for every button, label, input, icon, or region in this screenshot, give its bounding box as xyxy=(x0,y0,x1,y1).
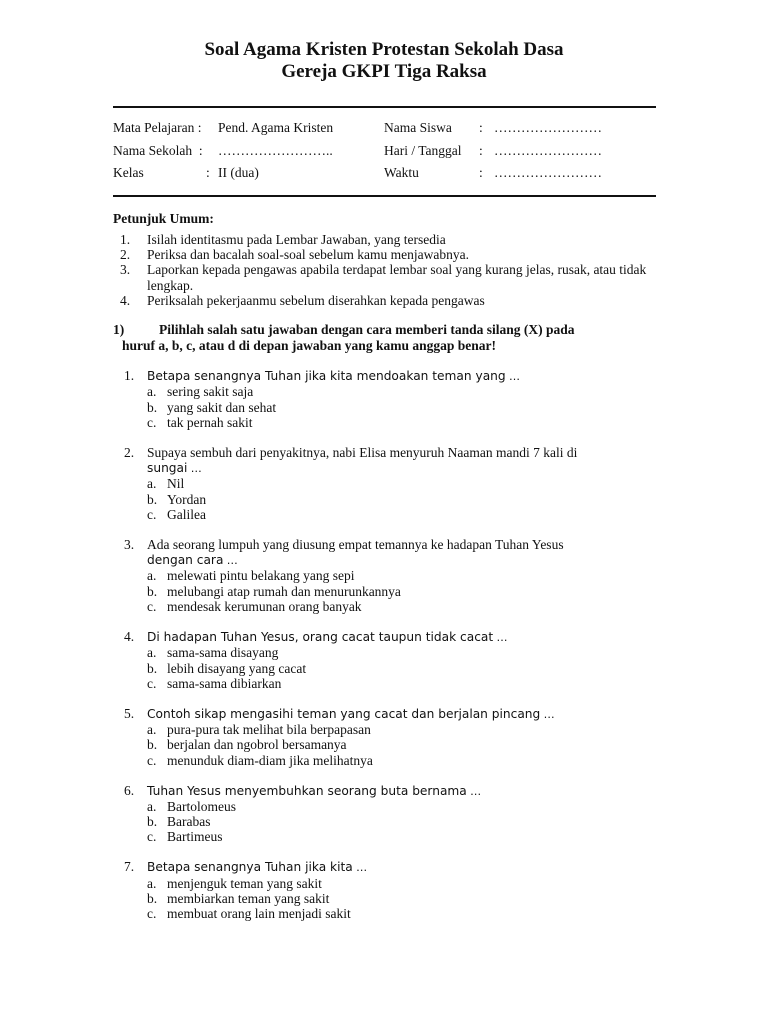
question-number: 3. xyxy=(124,536,135,552)
siswa-colon: : xyxy=(479,120,483,135)
instruction-number: 1. xyxy=(120,232,131,247)
option-letter: a. xyxy=(147,568,157,584)
question-text: Contoh sikap mengasihi teman yang cacat dan berjalan pincang xyxy=(147,706,541,721)
waktu-label: Waktu xyxy=(384,165,419,180)
answer-option[interactable] xyxy=(124,737,654,752)
answer-blank: … xyxy=(509,370,521,383)
answer-option[interactable] xyxy=(124,814,654,829)
answer-option[interactable] xyxy=(124,507,654,522)
part-instruction-line1: Pilihlah salah satu jawaban dengan cara memberi tanda silang (X) pada xyxy=(159,322,575,337)
instruction-item xyxy=(120,247,660,262)
option-text: Bartolomeus xyxy=(167,798,236,814)
question-text-continued: sungai xyxy=(147,461,188,476)
instructions-title: Petunjuk Umum: xyxy=(113,211,214,226)
sekolah-value: …………………….. xyxy=(218,143,333,158)
mapel-label: Mata Pelajaran : xyxy=(113,120,202,135)
header-divider-bottom xyxy=(113,195,656,197)
answer-blank: … xyxy=(470,784,483,798)
mapel-value: Pend. Agama Kristen xyxy=(218,120,334,135)
part-instruction-line2: huruf a, b, c, atau d di depan jawaban yang kamu anggap benar! xyxy=(122,338,496,353)
document-title: Soal Agama Kristen Protestan Sekolah Dasa xyxy=(204,39,564,60)
option-letter: b. xyxy=(147,491,158,507)
question-item xyxy=(124,629,654,691)
question-item xyxy=(124,859,654,921)
question-text: Tuhan Yesus menyembuhkan seorang buta bernama xyxy=(147,783,467,798)
sekolah-label: Nama Sekolah : xyxy=(113,143,203,158)
option-letter: c. xyxy=(147,414,157,430)
siswa-value: …………………… xyxy=(494,120,602,135)
option-letter: c. xyxy=(147,906,157,922)
instruction-text: Isilah identitasmu pada Lembar Jawaban, yang tersedia xyxy=(147,232,446,247)
waktu-value: …………………… xyxy=(494,165,602,180)
option-text: mendesak kerumunan orang banyak xyxy=(167,599,362,615)
answer-option[interactable] xyxy=(124,599,654,614)
instruction-text: Laporkan kepada pengawas apabila terdapat lembar soal yang kurang jelas, rusak, atau tidak lengkap. xyxy=(147,262,647,293)
question-text: Betapa senangnya Tuhan jika kita xyxy=(147,860,353,875)
option-text: Yordan xyxy=(167,491,207,507)
option-letter: b. xyxy=(147,583,158,599)
question-list xyxy=(124,368,654,936)
waktu-colon: : xyxy=(479,165,483,180)
instructions-list xyxy=(120,232,660,308)
question-number: 1. xyxy=(124,368,135,383)
header-divider-top xyxy=(113,106,656,108)
option-text: pura-pura tak melihat bila berpapasan xyxy=(167,722,371,738)
option-text: sering sakit saja xyxy=(167,384,254,400)
option-letter: a. xyxy=(147,722,157,738)
option-letter: c. xyxy=(147,752,157,768)
option-letter: c. xyxy=(147,829,157,845)
answer-option[interactable] xyxy=(124,753,654,768)
option-text: Nil xyxy=(167,476,185,492)
answer-option[interactable] xyxy=(124,829,654,844)
option-text: menunduk diam-diam jika melihatnya xyxy=(167,752,373,768)
part-number: 1) xyxy=(113,322,125,337)
option-text: Barabas xyxy=(167,814,211,830)
question-item xyxy=(124,783,654,845)
kelas-colon: : xyxy=(206,165,210,180)
option-letter: a. xyxy=(147,384,157,400)
option-text: berjalan dan ngobrol bersamanya xyxy=(167,737,347,753)
option-letter: c. xyxy=(147,675,157,691)
instruction-text: Periksalah pekerjaanmu sebelum diserahkan kepada pengawas xyxy=(147,292,485,308)
hari-value: …………………… xyxy=(494,143,602,158)
answer-blank: … xyxy=(226,554,239,568)
question-number: 6. xyxy=(124,782,135,798)
option-text: lebih disayang yang cacat xyxy=(167,660,307,676)
option-letter: a. xyxy=(147,476,157,492)
instruction-number: 2. xyxy=(120,247,131,263)
kelas-label: Kelas xyxy=(113,165,144,180)
answer-option[interactable] xyxy=(124,415,654,430)
instruction-item xyxy=(120,293,660,308)
option-text: tak pernah sakit xyxy=(167,414,253,430)
option-letter: c. xyxy=(147,506,157,522)
option-letter: a. xyxy=(147,798,157,814)
hari-colon: : xyxy=(479,143,483,158)
option-letter: b. xyxy=(147,399,158,415)
option-text: membiarkan teman yang sakit xyxy=(167,890,330,906)
question-item xyxy=(124,537,654,614)
answer-option[interactable] xyxy=(124,476,654,491)
option-text: menjenguk teman yang sakit xyxy=(167,875,322,891)
answer-option[interactable] xyxy=(124,799,654,814)
answer-blank: … xyxy=(543,707,556,721)
option-text: melewati pintu belakang yang sepi xyxy=(167,568,355,584)
answer-option[interactable] xyxy=(124,676,654,691)
option-letter: b. xyxy=(147,660,158,676)
question-item xyxy=(124,368,654,430)
question-text: Betapa senangnya Tuhan jika kita mendoakan teman yang xyxy=(147,369,506,383)
kelas-value: II (dua) xyxy=(218,165,259,180)
answer-blank: … xyxy=(190,462,203,476)
answer-option[interactable] xyxy=(124,568,654,583)
question-text-continued: dengan cara xyxy=(147,553,224,568)
instruction-number: 4. xyxy=(120,292,131,308)
option-text: sama-sama disayang xyxy=(167,645,279,661)
instruction-item xyxy=(120,232,660,247)
option-text: Bartimeus xyxy=(167,829,223,845)
option-letter: a. xyxy=(147,875,157,891)
answer-option[interactable] xyxy=(124,400,654,415)
answer-option[interactable] xyxy=(124,645,654,660)
answer-blank: … xyxy=(496,630,509,644)
option-letter: c. xyxy=(147,599,157,615)
answer-option[interactable] xyxy=(124,661,654,676)
answer-option[interactable] xyxy=(124,891,654,906)
question-item xyxy=(124,445,654,522)
instruction-text: Periksa dan bacalah soal-soal sebelum kamu menjawabnya. xyxy=(147,247,470,263)
option-letter: b. xyxy=(147,737,158,753)
answer-option[interactable] xyxy=(124,584,654,599)
part-instruction xyxy=(113,322,658,354)
option-text: membuat orang lain menjadi sakit xyxy=(167,906,351,922)
siswa-label: Nama Siswa xyxy=(384,120,452,135)
answer-option[interactable] xyxy=(124,906,654,921)
question-item xyxy=(124,706,654,768)
question-text: Ada seorang lumpuh yang diusung empat temannya ke hadapan Tuhan Yesus xyxy=(147,536,564,552)
option-letter: b. xyxy=(147,814,158,830)
answer-option[interactable] xyxy=(124,492,654,507)
option-text: yang sakit dan sehat xyxy=(167,399,277,415)
answer-option[interactable] xyxy=(124,384,654,399)
answer-option[interactable] xyxy=(124,876,654,891)
option-letter: a. xyxy=(147,645,157,661)
option-text: melubangi atap rumah dan menurunkannya xyxy=(167,583,401,599)
answer-blank: … xyxy=(356,861,369,875)
question-text: Supaya sembuh dari penyakitnya, nabi Elisa menyuruh Naaman mandi 7 kali di xyxy=(147,444,578,460)
option-text: sama-sama dibiarkan xyxy=(167,675,282,691)
question-number: 5. xyxy=(124,705,135,721)
instruction-number: 3. xyxy=(120,262,131,278)
document-subtitle: Gereja GKPI Tiga Raksa xyxy=(281,61,487,82)
hari-label: Hari / Tanggal xyxy=(384,143,462,158)
instruction-item xyxy=(120,262,660,292)
question-number: 4. xyxy=(124,628,135,644)
question-text: Di hadapan Tuhan Yesus, orang cacat taupun tidak cacat xyxy=(147,629,494,644)
question-number: 2. xyxy=(124,444,135,460)
answer-option[interactable] xyxy=(124,722,654,737)
option-letter: b. xyxy=(147,890,158,906)
question-number: 7. xyxy=(124,859,135,875)
option-text: Galilea xyxy=(167,506,206,522)
